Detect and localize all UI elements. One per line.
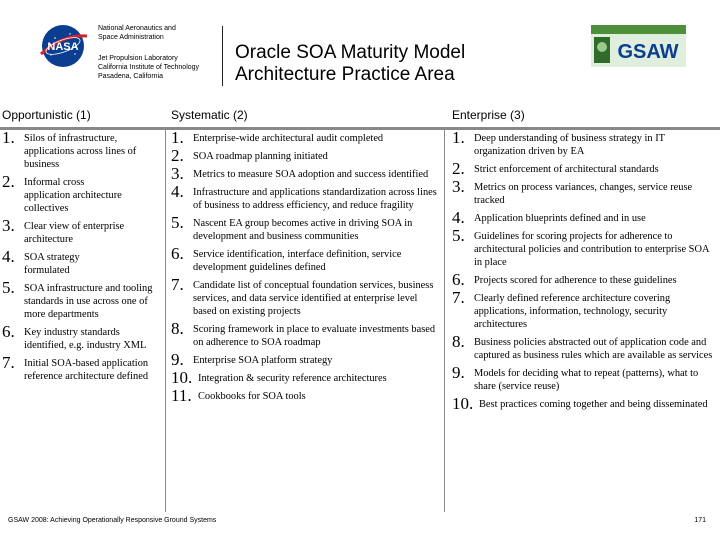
header-divider (222, 26, 223, 86)
column-heading-opportunistic: Opportunistic (1) (2, 108, 91, 122)
gsaw-logo-text: GSAW (617, 41, 679, 63)
list-item: 5. Guidelines for scoring projects for adherence to architectural policies and contribution to enterprise SOA in place (452, 226, 709, 268)
list-item: 2. Strict enforcement of architectural standards (452, 159, 659, 178)
column-enterprise (452, 128, 716, 416)
list-item: 2. Informal cross application architecture collectives (2, 172, 122, 214)
list-item: 8. Business policies abstracted out of application code and captured as business rules which are available as services (452, 332, 713, 361)
list-item: 4. Infrastructure and applications standardization across lines of business to address efficiency, and reduce fragility (171, 182, 437, 211)
list-item: 3. Clear view of enterprise architecture (2, 216, 125, 245)
list-item: 10. Best practices coming together and being disseminated (452, 394, 708, 413)
column-systematic (171, 128, 439, 408)
list-item: 2. SOA roadmap planning initiated (171, 146, 328, 165)
column-divider (165, 127, 166, 512)
list-item: 6. Service identification, interface definition, service development guidelines defined (171, 244, 402, 273)
list-item: 5. Nascent EA group becomes active in driving SOA in development and business communities (171, 213, 413, 242)
organization-name: National Aeronautics and Space Administration (98, 25, 176, 41)
list-item: 3. Metrics on process variances, changes, service reuse tracked (452, 177, 693, 206)
slide-footer: GSAW 2008: Achieving Operationally Responsive Ground Systems (8, 517, 217, 524)
list-item: 8. Scoring framework in place to evaluate investments based on adherence to SOA roadmap (171, 319, 436, 348)
list-item: 4. Application blueprints defined and in use (452, 208, 646, 227)
nasa-logo-icon (37, 24, 89, 68)
slide-header (0, 0, 720, 96)
list-item: 9. Enterprise SOA platform strategy (171, 350, 333, 369)
list-item: 1. Silos of infrastructure, applications across lines of business (2, 128, 137, 170)
column-heading-enterprise: Enterprise (3) (452, 108, 525, 122)
list-item: 1. Enterprise-wide architectural audit completed (171, 128, 384, 147)
list-item: 4. SOA strategy formulated (2, 247, 80, 276)
list-item: 11. Cookbooks for SOA tools (171, 386, 306, 405)
list-item: 5. SOA infrastructure and tooling standards in use across one of more departments (2, 278, 153, 320)
gsaw-logo-icon (591, 25, 686, 67)
nasa-logo-text: NASA (47, 41, 79, 53)
list-item: 6. Key industry standards identified, e.g. industry XML (2, 322, 147, 351)
column-heading-systematic: Systematic (2) (171, 108, 248, 122)
list-item: 7. Candidate list of conceptual foundation services, business services, and data service identified at enterprise level based on existing projects (171, 275, 434, 317)
table-header-rule (0, 127, 720, 130)
lab-name: Jet Propulsion Laboratory California Institute of Technology Pasadena, California (98, 55, 200, 80)
column-divider (444, 127, 445, 512)
page-number: 171 (694, 517, 706, 524)
list-item: 3. Metrics to measure SOA adoption and success identified (171, 164, 429, 183)
column-opportunistic (2, 128, 162, 388)
maturity-table (0, 106, 720, 512)
list-item: 7. Initial SOA-based application reference architecture defined (2, 353, 149, 382)
slide-title: Oracle SOA Maturity Model Architecture Practice Area (235, 42, 466, 85)
list-item: 1. Deep understanding of business strategy in IT organization driven by EA (452, 128, 665, 157)
list-item: 6. Projects scored for adherence to these guidelines (452, 270, 677, 289)
list-item: 10. Integration & security reference architectures (171, 368, 387, 387)
list-item: 7. Clearly defined reference architecture covering applications, information, technology, security architectures (452, 288, 671, 330)
list-item: 9. Models for deciding what to repeat (patterns), what to share (service reuse) (452, 363, 699, 392)
